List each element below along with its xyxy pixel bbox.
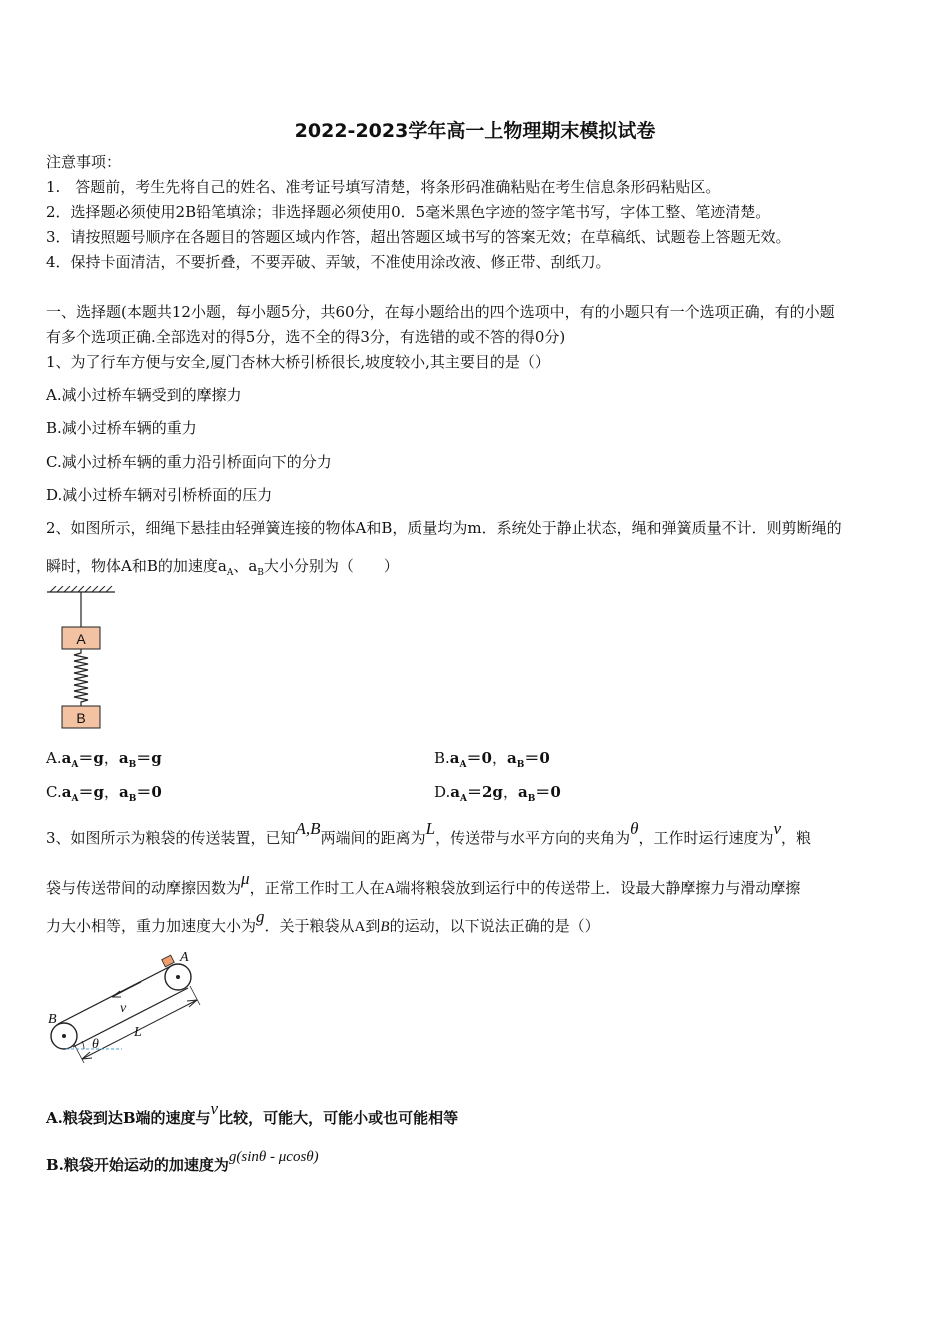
q2-stem-line2: 瞬时，物体A和B的加速度$a_A$、$a_B$大小分别为（ ） bbox=[46, 557, 399, 578]
q3-conveyor-figure bbox=[44, 946, 214, 1076]
q2-spring-figure bbox=[44, 586, 120, 732]
section-instructions-line1: 一、选择题(本题共12小题，每小题5分，共60分，在每小题给出的四个选项中，有的小题只有一个选项正确，有的小题 bbox=[46, 303, 835, 321]
q2-figure-label-a: A bbox=[76, 631, 86, 647]
q2-option-c: $C.a_A=g$，$a_B=0$ bbox=[46, 783, 162, 804]
q3-option-b: B.粮袋开始运动的加速度为g(sinθ - μcosθ) bbox=[46, 1149, 319, 1174]
notice-item-3: 3．请按照题号顺序在各题目的答题区域内作答，超出答题区域书写的答案无效；在草稿纸、试题卷上答题无效。 bbox=[46, 228, 791, 246]
q3-figure-label-b: B bbox=[48, 1012, 57, 1027]
q2-option-d: $D.a_A=2g$，$a_B=0$ bbox=[434, 783, 561, 804]
q2-stem-line1: 2、如图所示，细绳下悬挂由轻弹簧连接的物体A和B，质量均为m．系统处于静止状态，绳和弹簧质量不计．则剪断绳的 bbox=[46, 519, 842, 537]
q3-stem-line3: 力大小相等，重力加速度大小为g．关于粮袋从A到B的运动，以下说法正确的是（） bbox=[46, 907, 600, 935]
notice-item-4: 4．保持卡面清洁，不要折叠，不要弄破、弄皱，不准使用涂改液、修正带、刮纸刀。 bbox=[46, 253, 611, 271]
q3-stem-line2: 袋与传送带间的动摩擦因数为μ，正常工作时工人在A端将粮袋放到运行中的传送带上．设最大静摩擦力与滑动摩擦 bbox=[46, 869, 801, 897]
q1-option-a: A.减小过桥车辆受到的摩擦力 bbox=[46, 386, 242, 404]
q3-option-a: A.粮袋到达B端的速度与v比较，可能大，可能小或也可能相等 bbox=[46, 1099, 459, 1127]
q1-stem: 1、为了行车方便与安全,厦门杏林大桥引桥很长,坡度较小,其主要目的是（） bbox=[46, 353, 550, 371]
q3-figure-label-theta: θ bbox=[92, 1037, 99, 1052]
q3-stem-line1: 3、如图所示为粮袋的传送装置，已知A,B两端间的距离为L，传送带与水平方向的夹角为θ，工作时运行速度为v，粮 bbox=[46, 819, 812, 847]
q1-option-d: D.减小过桥车辆对引桥桥面的压力 bbox=[46, 486, 273, 504]
page-title: 2022-2023学年高一上物理期末模拟试卷 bbox=[294, 120, 656, 142]
q2-option-a: $A.a_A=g$，$a_B=g$ bbox=[46, 749, 162, 770]
notice-heading: 注意事项： bbox=[46, 153, 122, 171]
notice-item-1: 1. 答题前，考生先将自己的姓名、准考证号填写清楚，将条形码准确粘贴在考生信息条形码粘贴区。 bbox=[46, 178, 721, 196]
q3-figure-label-v: v bbox=[120, 1001, 127, 1016]
q3-figure-label-a: A bbox=[180, 950, 189, 965]
q2-figure-label-b: B bbox=[76, 710, 86, 726]
q2-option-b: $B.a_A=0$，$a_B=0$ bbox=[434, 749, 550, 770]
q1-option-b: B.减小过桥车辆的重力 bbox=[46, 419, 197, 437]
q1-option-c: C.减小过桥车辆的重力沿引桥面向下的分力 bbox=[46, 453, 332, 471]
q3-figure-label-l: L bbox=[134, 1025, 142, 1040]
section-instructions-line2: 有多个选项正确.全部选对的得5分，选不全的得3分，有选错的或不答的得0分) bbox=[46, 328, 566, 346]
notice-item-2: 2．选择题必须使用2B铅笔填涂；非选择题必须使用0．5毫米黑色字迹的签字笔书写，字体工整、笔迹清楚。 bbox=[46, 203, 771, 221]
